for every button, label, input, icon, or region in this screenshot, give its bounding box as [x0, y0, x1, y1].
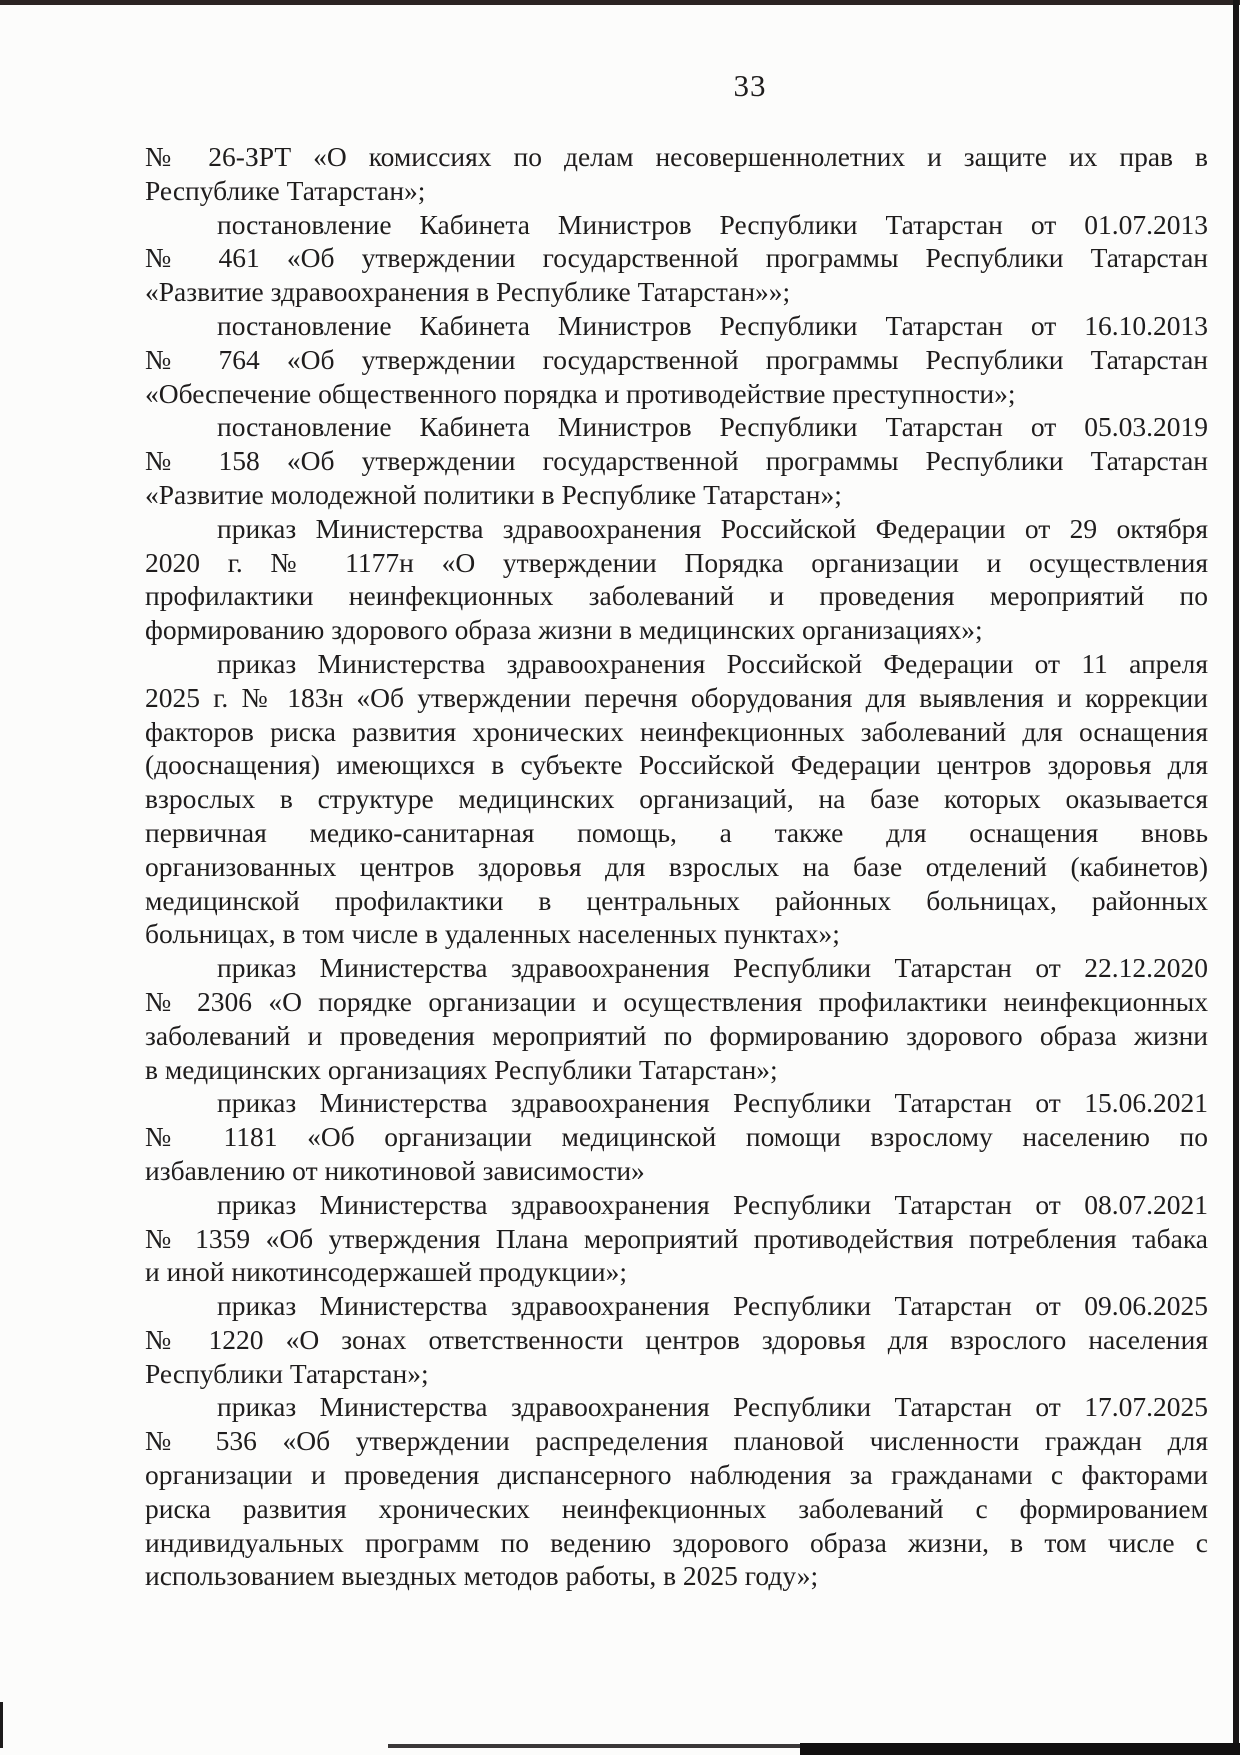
text-line: постановление Кабинета Министров Республики Татарстан от 16.10.2013 — [217, 309, 1208, 341]
text-line: № 26-ЗРТ «О комиссиях по делам несовершеннолетних и защите их прав в — [145, 141, 1208, 172]
text-line: взрослых в структуре медицинских организаций, на базе которых оказывается — [145, 783, 1208, 815]
text-line: № 536 «Об утверждении распределения плановой численности граждан для — [145, 1425, 1208, 1457]
text-line: формированию здорового образа жизни в медицинских организациях»; — [145, 614, 983, 646]
text-line: приказ Министерства здравоохранения Республики Татарстан от 22.12.2020 — [217, 952, 1208, 984]
text-line: № 1220 «О зонах ответственности центров здоровья для взрослого населения — [145, 1323, 1208, 1355]
scan-edge-bottom-thick — [800, 1743, 1240, 1755]
paragraph — [145, 1188, 1208, 1289]
paragraph — [145, 140, 1208, 208]
text-line: организации и проведения диспансерного наблюдения за гражданами с факторами — [145, 1459, 1208, 1491]
text-line: приказ Министерства здравоохранения Республики Татарстан от 08.07.2021 — [217, 1188, 1208, 1220]
paragraph — [145, 208, 1208, 309]
document-body — [145, 140, 1208, 1593]
text-line: № 2306 «О порядке организации и осуществления профилактики неинфекционных — [145, 985, 1208, 1017]
text-line: № 764 «Об утверждении государственной программы Республики Татарстан — [145, 343, 1208, 375]
paragraph — [145, 1390, 1208, 1593]
text-line: (дооснащения) имеющихся в субъекте Российской Федерации центров здоровья для — [145, 749, 1208, 781]
text-line: «Развитие молодежной политики в Республике Татарстан»; — [145, 478, 842, 510]
text-line: больницах, в том числе в удаленных населенных пунктах»; — [145, 918, 840, 950]
text-line: приказ Министерства здравоохранения Республики Татарстан от 09.06.2025 — [217, 1290, 1208, 1322]
text-line: использованием выездных методов работы, в 2025 году»; — [145, 1560, 819, 1592]
text-line: в медицинских организациях Республики Татарстан»; — [145, 1053, 778, 1085]
text-line: № 461 «Об утверждении государственной программы Республики Татарстан — [145, 242, 1208, 274]
text-line: риска развития хронических неинфекционных заболеваний с формированием — [145, 1492, 1208, 1524]
text-line: первичная медико-санитарная помощь, а также для оснащения вновь — [145, 816, 1208, 848]
page-number: 33 — [733, 68, 767, 103]
text-line: постановление Кабинета Министров Республики Татарстан от 05.03.2019 — [217, 411, 1208, 443]
text-line: «Обеспечение общественного порядка и противодействие преступности»; — [145, 377, 1016, 409]
text-line: Республике Татарстан»; — [145, 174, 426, 206]
text-line: профилактики неинфекционных заболеваний и проведения мероприятий по — [145, 580, 1208, 612]
text-line: приказ Министерства здравоохранения Республики Татарстан от 17.07.2025 — [217, 1391, 1208, 1423]
paragraph — [145, 309, 1208, 410]
paragraph — [145, 1289, 1208, 1390]
paragraph — [145, 1086, 1208, 1187]
text-line: постановление Кабинета Министров Республики Татарстан от 01.07.2013 — [217, 208, 1208, 240]
paragraph — [145, 647, 1208, 951]
text-line: 2025 г. № 183н «Об утверждении перечня оборудования для выявления и коррекции — [145, 681, 1208, 713]
scan-edge-left-sliver — [0, 1702, 3, 1748]
text-line: № 158 «Об утверждении государственной программы Республики Татарстан — [145, 445, 1208, 477]
text-line: «Развитие здравоохранения в Республике Татарстан»»; — [145, 276, 791, 308]
text-line: медицинской профилактики в центральных районных больницах, районных — [145, 884, 1208, 916]
text-line: индивидуальных программ по ведению здорового образа жизни, в том числе с — [145, 1526, 1208, 1558]
paragraph — [145, 512, 1208, 647]
text-line: 2020 г. № 1177н «О утверждении Порядка организации и осуществления — [145, 546, 1208, 578]
paragraph — [145, 410, 1208, 511]
text-line: избавлению от никотиновой зависимости» — [145, 1154, 645, 1186]
scan-edge-bottom-thin — [388, 1744, 818, 1748]
text-line: приказ Министерства здравоохранения Республики Татарстан от 15.06.2021 — [217, 1087, 1208, 1119]
text-line: факторов риска развития хронических неинфекционных заболеваний для оснащения — [145, 715, 1208, 747]
scan-edge-top — [0, 0, 1240, 5]
scan-edge-right — [1233, 0, 1239, 1755]
text-line: приказ Министерства здравоохранения Российской Федерации от 29 октября — [217, 512, 1208, 544]
text-line: организованных центров здоровья для взрослых на базе отделений (кабинетов) — [145, 850, 1208, 882]
text-line: № 1181 «Об организации медицинской помощи взрослому населению по — [145, 1121, 1208, 1153]
text-line: приказ Министерства здравоохранения Российской Федерации от 11 апреля — [217, 647, 1208, 679]
paragraph — [145, 951, 1208, 1086]
text-line: № 1359 «Об утверждения Плана мероприятий противодействия потребления табака — [145, 1222, 1208, 1254]
text-line: заболеваний и проведения мероприятий по формированию здорового образа жизни — [145, 1019, 1208, 1051]
text-line: Республики Татарстан»; — [145, 1357, 429, 1389]
text-line: и иной никотинсодержашей продукции»; — [145, 1256, 627, 1288]
